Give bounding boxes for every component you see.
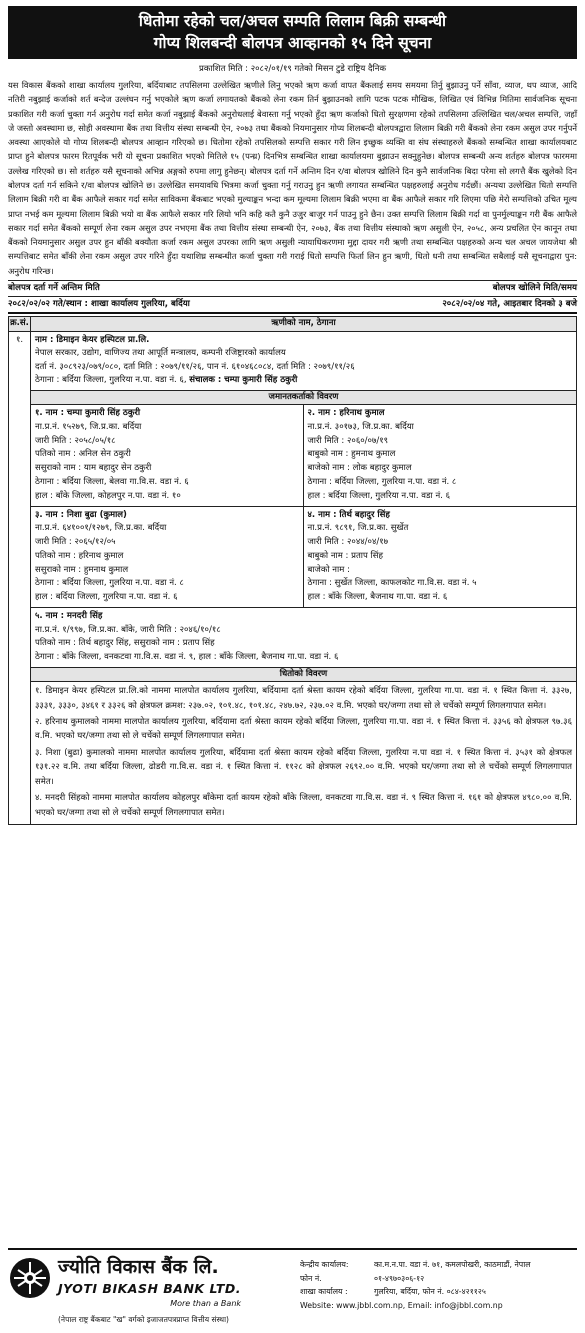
guarantor-line: ससुराको नाम : हुमनाथ कुमाल [35,564,129,575]
phone-value: ०१-४९७०३०६-१२ [374,1273,425,1283]
bank-logo-icon [8,1256,52,1300]
assets-list [31,682,576,824]
borrower-address [35,374,572,388]
central-office-label: केन्द्रीय कार्यालय: [300,1260,349,1269]
asset-item: २. हरिनाथ कुमालको नाममा मालपोत कार्यालय गुलरिया, बर्दियामा दर्ता श्रेस्ता कायम रहेको बर्दिया जिल्ला, गुलरिया गा.पा. वडा नं. १ स्थित कित्ता नं. ३३५६ को क्षेत्रफल ९७.३६ व.मि. भएको घर/जग्गा तथा सो ले चर्चेको सम्पूर्ण लिगलगापात समेत। [35,717,572,742]
guarantor-line: ना.प्र.नं. ६४१००१/१२७९, जि.प्र.का. बर्दिया [35,523,167,534]
guarantor-line: हाल : बाँके जिल्ला, बैजनाथ गा.पा. वडा नं. ६ [307,592,448,603]
borrower-table [8,316,577,825]
bank-tagline: More than a Bank [170,1299,242,1309]
guarantor-1 [31,405,304,506]
deadline-value: २०८२/०२/०२ गते/स्थान : शाखा कार्यालय गुलरिया, बर्दिया [8,299,190,310]
guarantor-line: जारी मिति : २०४४/०४/१७ [307,537,389,548]
phone-row [300,1272,577,1286]
guarantor-name: ३. नाम : निशा बुढा (कुमाल) [35,509,127,520]
table-body [9,332,576,824]
guarantor-line: जारी मिति : २०५८/०५/१८ [35,435,116,446]
bank-contact [288,1250,577,1328]
guarantor-line: ठेगाना : बर्दिया जिल्ला, गुलरिया न.पा. वडा नं. ८ [307,477,457,487]
guarantor-line: ससुराको नाम : याम बहादुर सेन ठकुरी [35,463,152,474]
branch-office-row [300,1285,577,1299]
publication-date: प्रकाशित मिति : २०८२/०१/१९ गतेको मिसन टुडे राष्ट्रिय दैनिक [199,63,386,74]
notice-title [8,6,577,59]
borrower-name: नाम : डिमाइन केयर हस्पिटल प्रा.लि. [35,334,150,345]
borrower-details [31,332,576,391]
guarantor-line: हाल : बर्दिया जिल्ला, गुलरिया न.पा. वडा नं. ६ [307,490,450,501]
guarantor-line: ठेगाना : बर्दिया जिल्ला, बेलवा गा.वि.स. वडा नं. ६ [35,477,189,487]
table-header [9,317,576,331]
guarantor-line: पतिको नाम : अनिल सेन ठकुरी [35,449,131,460]
guarantor-line: ठेगाना : बर्दिया जिल्ला, गुलरिया न.पा. वडा नं. ८ [35,578,184,589]
guarantor-4 [304,507,577,608]
opening-label: बोलपत्र खोलिने मिति/समय [492,282,577,293]
guarantor-line: जारी मिति : २०६०/०७/१९ [307,435,389,446]
guarantor-name: ५. नाम : मनदरी सिंह [35,610,103,621]
deadline-labels-row [8,281,577,297]
branch-office-label: शाखा कार्यालय : [300,1287,348,1297]
guarantor-line: ना.प्र.नं. १५२७९, जि.प्र.का. बर्दिया [35,421,142,432]
central-office-value: का.म.न.पा. वडा नं. ७१, कमलपोखरी, काठमाडौं, नेपाल [374,1260,531,1269]
website-row [300,1299,577,1313]
deadline-label: बोलपत्र दर्ता गर्ने अन्तिम मिति [8,282,100,293]
asset-item: १. डिमाइन केयर हस्पिटल प्रा.लि.को नाममा मालपोत कार्यालय गुलरिया, बर्दियामा दर्ता श्रेस्ता कायम रहेको बर्दिया जिल्ला, गुलरिया गा.पा. वडा नं. १ स्थित कित्ता नं. ३३२७, ३३३१, ३३३०, ३४६१ र ३३२६ को क्षेत्रफल क्रमश: २३७.०२, १०१.४८, १०१.४८, २४७.७२, २३७.०२ व.मि. भएको घर/जग्गा तथा सो ले चर्चेको सम्पूर्ण लिगलगापात समेत। [35,686,572,711]
branch-office-value: गुलरिया, बर्दिया, फोन नं. ०८४-४२११२५ [374,1287,486,1297]
guarantor-line: बाबुको नाम : हुमनाथ कुमाल [307,449,396,460]
guarantor-line: ना.प्र.नं. ३०१७३, जि.प्र.का. बर्दिया [307,421,414,432]
guarantor-3 [31,507,304,608]
guarantor-line: पतिको नाम : हरिनाथ कुमाल [35,550,124,561]
guarantor-2 [304,405,577,506]
asset-item: ३. निशा (बुढा) कुमालको नाममा मालपोत कार्यालय गुलरिया, बर्दियामा दर्ता श्रेस्ता कायम रहेको बर्दिया जिल्ला, गुलरिया न.पा वडा नं. १ स्थित कित्ता नं. ३५३१ को क्षेत्रफल १३१.२२ व.मि. तथा बर्दिया जिल्ला, ढोडरी गा.वि.स. वडा नं. १ स्थित कित्ता नं. ११२८ को क्षेत्रफल २६९२.०० व.मि. भएको घर/जग्गा तथा सो ले चर्चेको सम्पूर्ण लिगलगापात समेत। [35,747,572,787]
guarantor-line: ठेगाना : सुर्खेत जिल्ला, काफलकोट गा.वि.स. वडा नं. ५ [307,578,477,589]
borrower-registry: नेपाल सरकार, उद्योग, वाणिज्य तथा आपूर्ति मन्त्रालय, कम्पनी रजिष्ट्रारको कार्यालय [35,348,286,359]
guarantor-line: बाजेको नाम : लोक बहादुर कुमाल [307,463,412,474]
bank-logo-text [58,1256,241,1325]
borrower-address-text: ठेगाना : बर्दिया जिल्ला, गुलरिया न.पा. वडा नं. ६, [35,375,187,386]
bank-footer [8,1248,577,1328]
deadline-values-row [8,297,577,314]
asset-item: ४. मनदरी सिंहको नाममा मालपोत कार्यालय कोहलपुर बाँकेमा दर्ता कायम रहेको बाँके जिल्ला, वनकटवा गा.वि.स. वडा नं. ९ स्थित कित्ता नं. १६१ को क्षेत्रफल ४९८०.०० व.मि. भएको घर/जग्गा तथा सो ले चर्चेको सम्पूर्ण लिगलगापात समेत। [35,793,572,818]
bank-name-english: JYOTI BIKASH BANK LTD. [58,1280,242,1296]
guarantor-line: हाल : बर्दिया जिल्ला, गुलरिया न.पा. वडा नं. ६ [35,592,178,603]
bank-logo-block [8,1250,288,1328]
guarantor-line: हाल : बाँके जिल्ला, कोहलपुर न.पा. वडा नं. १० [35,490,181,501]
guarantor-5 [31,608,576,668]
guarantor-name: १. नाम : चम्पा कुमारी सिंह ठकुरी [35,408,141,419]
central-office-row [300,1258,577,1272]
guarantor-line: ना.प्र.नं. १/९९७, जि.प्र.का. बाँके, जारी मिति : २०४६/१०/१८ [35,624,221,635]
guarantor-name: २. नाम : हरिनाथ कुमाल [307,408,385,419]
title-line-2: गोप्य शिलबन्दी बोलपत्र आव्हानको १५ दिने सूचना [153,34,432,53]
assets-header: धितोको विवरण [31,668,576,682]
sn-header: क्र.सं. [9,317,31,330]
guarantors-header: जमानतकर्ताको विवरण [31,391,576,405]
table-content [31,332,576,824]
borrower-header: ऋणीको नाम, ठेगाना [271,318,336,329]
guarantors-grid [31,405,576,608]
guarantor-name: ४. नाम : तिर्थ बहादुर सिंह [307,509,390,520]
bank-license-note: (नेपाल राष्ट्र बैंकबाट "ख" वर्गको इजाजतपत्रप्राप्त वित्तीय संस्था) [58,1314,229,1324]
guarantor-line: ना.प्र.नं. ९८९१, जि.प्र.का. सुर्खेत [307,523,409,534]
notice-paragraph: यस विकास बैंकको शाखा कार्यालय गुलरिया, बर्दियाबाट तपसिलमा उल्लेखित ऋणीले लिनु भएको ऋण कर्जा वापत बैंकलाई समय समयमा तिर्नु बुझाउनु पर्ने साँवा, व्याज, थप व्याज, आदि नतिरी नबुझाई कर्जाको शर्त बन्देज उल्लंघन गर्नु भएकोले ऋण कर्जा लगायतको बैंकको लेना रकम तिर्न बुझाउनको लागि पटक पटक मौखिक, लिखित एवं विभिन्न मितिमा सार्वजनिक सूचना प्रकाशित गरी कर्जा चुक्ता गर्न अनुरोध गर्दा समेत कर्जा नबुझाई बैंकको अनुरोधलाई बेवास्ता गर्नु भएको हुँदा ऋण कर्जाको धितो सुरक्षणमा रहेको तपसिलमा उल्लिखित चल/अचल सम्पत्ति, जहाँ जे जस्तो अवस्थामा छ, सोही अवस्थामा बैंक तथा वित्तीय संस्था सम्बन्धी ऐन, २०७३ तथा बैंकको नियमानुसार गोप्य शिलबन्दी बोलपत्रद्वारा लिलाम बिक्री गरी बैंकको लेना रकम असुल उपर गर्नुपर्ने अवस्था आएकोले यो गोप्य शिलबन्दी बोलपत्र आव्हान गरिएको छ। धितोमा रहेको तपसिलको सम्पत्ति सकार गरी लिन इच्छुक व्यक्ति वा संघ संस्थाहरुले बैंकको सम्बन्धित शाखा कार्यालयबाट प्राप्त हुने बोलपत्र फारम रितपूर्वक भरी यो सूचना प्रकाशित भएको मितिले १५ (पन्ध्र) दिनभित्र सम्बन्धित शाखा कार्यालयमा बुझाउन सक्नुहुनेछ। बोलपत्र सम्बन्धी अन्य शर्तहरु बोलपत्र फारममा उल्लेख गरिएको छ। सो शर्तहरु यसै सूचनाको अभिन्न अङ्गको रुपमा लागु हुनेछन्। बोलपत्र दर्ता गर्ने अन्तिम दिन र/वा बोलपत्र खोलिने दिन कुनै सार्वजनिक बिदा परेमा सो लगत्तै बैंक खुलेको दिन बोलपत्र दर्ता गर्न सकिने र/वा बोलपत्र खोलिने छ। उल्लेखित समयावधि भित्रमा कर्जा चुक्ता गर्नु गराउनु हुन ऋणी लगायत सम्बन्धित पक्षहरुलाई अनुरोध गर्दछौं। अन्यथा उल्लेखित धितो सम्पत्ति लिलाम बिक्री गरी वा बैंक आफैले सकार गर्दा समेत साविकमा बैंकबाट भएको मुल्याङ्कन भन्दा कम मूल्यमा लिलाम बिक्री भएमा वा बैंक आफैले सकार गरि लिएमा पछि मेरो सम्पत्तिको उचित मूल्य प्राप्त नभई कम मूल्यमा लिलाम बिक्री भयो वा बैंक आफैले सकार गरि लियो भनि कहि कतै कुनै उजुर बाजुर गर्न पाउनु हुने छैन। उक्त सम्पत्ति लिलाम बिक्री गर्दा वा पुनर्मुल्याङ्कन गरी बैंक आफैले सकार गर्दा समेत बैंकको सम्पूर्ण लेना रकम असुल उपर नभएमा बैंक तथा वित्तीय संस्था सम्बन्धी ऐन, २०७३, बैंक तथा वित्तीय संस्थाको ऋण असुली ऐन, २०५८, अन्य प्रचलित ऐन कानून तथा बैंकको नियमानुसार असुल उपर हुन बाँकी बक्यौता कर्जा रकम असुल उपरका लागि ऋण असुली न्यायाधिकरणमा मुद्दा दायर गरी ऋणी तथा सम्बन्धित पक्षहरुको अन्य चल अचल जायजेथा श्री सम्पत्तिबाट समेत बाँकी लेना रकम असुल उपर गरिने हुँदा यथाशिघ्र सम्बन्धीत कर्जा चुक्ता गरी गराई धितो सम्पत्ति फिर्ता लिन हुन ऋणी, धितो धनी तथा सम्बन्धित सबैलाई यसै सूचनाद्वारा पुन: अनुरोध गरिन्छ। [8,78,577,281]
bank-name-nepali: ज्योति विकास बैंक लि. [58,1256,219,1278]
title-line-1: धितोमा रहेको चल/अचल सम्पति लिलाम बिक्री सम्बन्धी [138,12,447,30]
guarantor-line: पतिको नाम : तिर्थ बहादुर सिंह, ससुराको नाम : प्रताप सिंह [35,638,215,649]
guarantor-line: जारी मिति : २०६५/१२/०५ [35,537,116,548]
borrower-registration: दर्ता नं. ३०८९२३/०७९/०८०, दर्ता मिति : २०७९/११/२६, पान नं. ६१०४६८०८४, दर्ता मिति : २०७९/११/२६ [35,361,355,372]
phone-label: फोन नं. [300,1273,322,1283]
serial-number: १. [9,332,31,824]
guarantor-line: ठेगाना : बाँके जिल्ला, वनकटवा गा.वि.स. वडा नं. ९, हाल : बाँके जिल्ला, बैजनाथ गा.पा. वडा नं. ६ [35,652,339,663]
guarantor-line: बाजेको नाम : [307,564,350,575]
borrower-director: संचालक : चम्पा कुमारी सिंह ठकुरी [189,375,298,386]
guarantor-line: बाबुको नाम : प्रताप सिंह [307,550,383,561]
website-email[interactable]: Website: www.jbbl.com.np, Email: info@jbbl.com.np [300,1300,503,1310]
opening-value: २०८२/०२/०४ गते, आइतबार दिनको ३ बजे [442,299,577,310]
